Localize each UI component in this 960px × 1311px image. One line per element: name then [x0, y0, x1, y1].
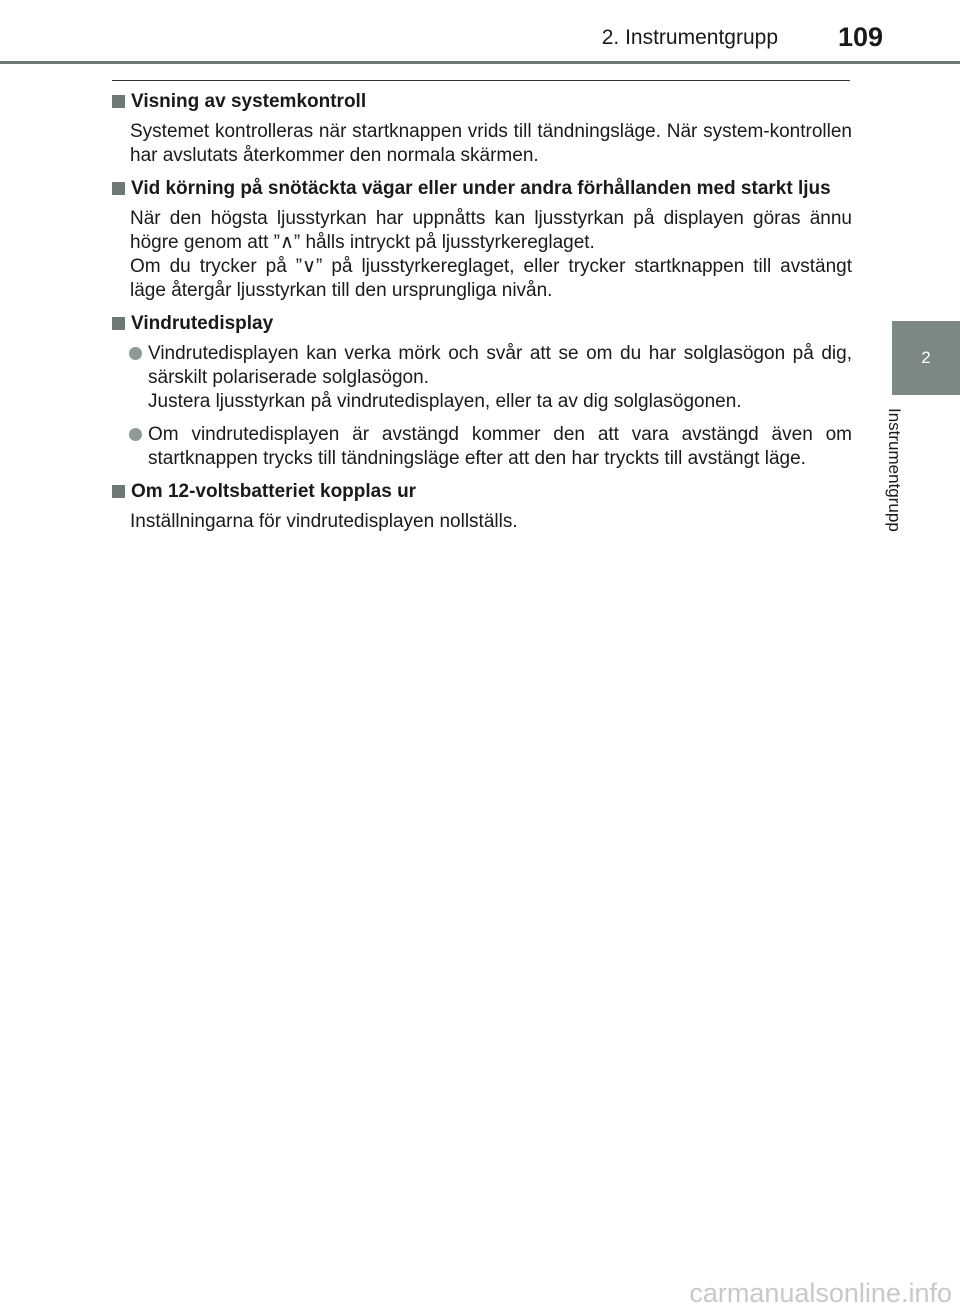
section-heading	[112, 312, 852, 336]
paragraph: Systemet kontrolleras när startknappen vrids till tändningsläge. När system-kontrollen har avslutats återkommer den normala skärmen.	[130, 121, 852, 166]
square-bullet-icon	[112, 182, 125, 195]
list-item-body	[148, 342, 852, 414]
section-heading-text: Vid körning på snötäckta vägar eller under andra förhållanden med starkt ljus	[131, 178, 831, 199]
list-item-body	[148, 423, 852, 471]
header-rule	[0, 61, 960, 64]
section-heading	[112, 90, 852, 114]
paragraph: Om du trycker på ”∨” på ljusstyrkereglaget, eller trycker startknappen till avstängt läge återgår ljusstyrkan till den ursprungliga nivån.	[130, 256, 852, 301]
section-head-up-display	[112, 312, 852, 471]
section-body	[130, 120, 852, 168]
list-item	[129, 342, 852, 414]
section-battery-disconnect	[112, 480, 852, 534]
section-heading	[112, 177, 852, 201]
section-body	[130, 510, 852, 534]
circle-bullet-icon	[129, 428, 142, 441]
list-item	[129, 423, 852, 471]
square-bullet-icon	[112, 485, 125, 498]
section-heading-text: Vindrutedisplay	[131, 313, 274, 334]
paragraph: Justera ljusstyrkan på vindrutedisplayen, eller ta av dig solglasögonen.	[148, 391, 742, 412]
section-heading	[112, 480, 852, 504]
section-bright-conditions	[112, 177, 852, 303]
paragraph: När den högsta ljusstyrkan har uppnåtts kan ljusstyrkan på displayen göras ännu högre genom att ”∧” hålls intryckt på ljusstyrkereglaget.	[130, 208, 852, 253]
content-rule	[112, 80, 850, 81]
page-number: 109	[837, 22, 883, 52]
paragraph: Vindrutedisplayen kan verka mörk och svår att se om du har solglasögon på dig, särskilt polariserade solglasögon.	[148, 343, 852, 388]
watermark: carmanualsonline.info	[689, 1278, 952, 1308]
chapter-tab-label	[885, 408, 942, 618]
page-content	[112, 90, 852, 543]
circle-bullet-icon	[129, 347, 142, 360]
paragraph: Inställningarna för vindrutedisplayen nollställs.	[130, 511, 518, 532]
section-heading-text: Visning av systemkontroll	[131, 91, 367, 112]
chapter-tab-text: Instrumentgrupp	[885, 408, 904, 532]
square-bullet-icon	[112, 95, 125, 108]
section-heading-text: Om 12-voltsbatteriet kopplas ur	[131, 481, 417, 502]
chapter-title: 2. Instrumentgrupp	[601, 26, 778, 49]
section-system-check	[112, 90, 852, 168]
chapter-tab[interactable]	[892, 321, 960, 395]
paragraph: Om vindrutedisplayen är avstängd kommer den att vara avstängd även om startknappen trycks till tändningsläge efter att den har tryckts till avstängt läge.	[148, 424, 852, 469]
chapter-tab-number: 2	[921, 348, 931, 367]
section-body	[130, 207, 852, 303]
square-bullet-icon	[112, 317, 125, 330]
